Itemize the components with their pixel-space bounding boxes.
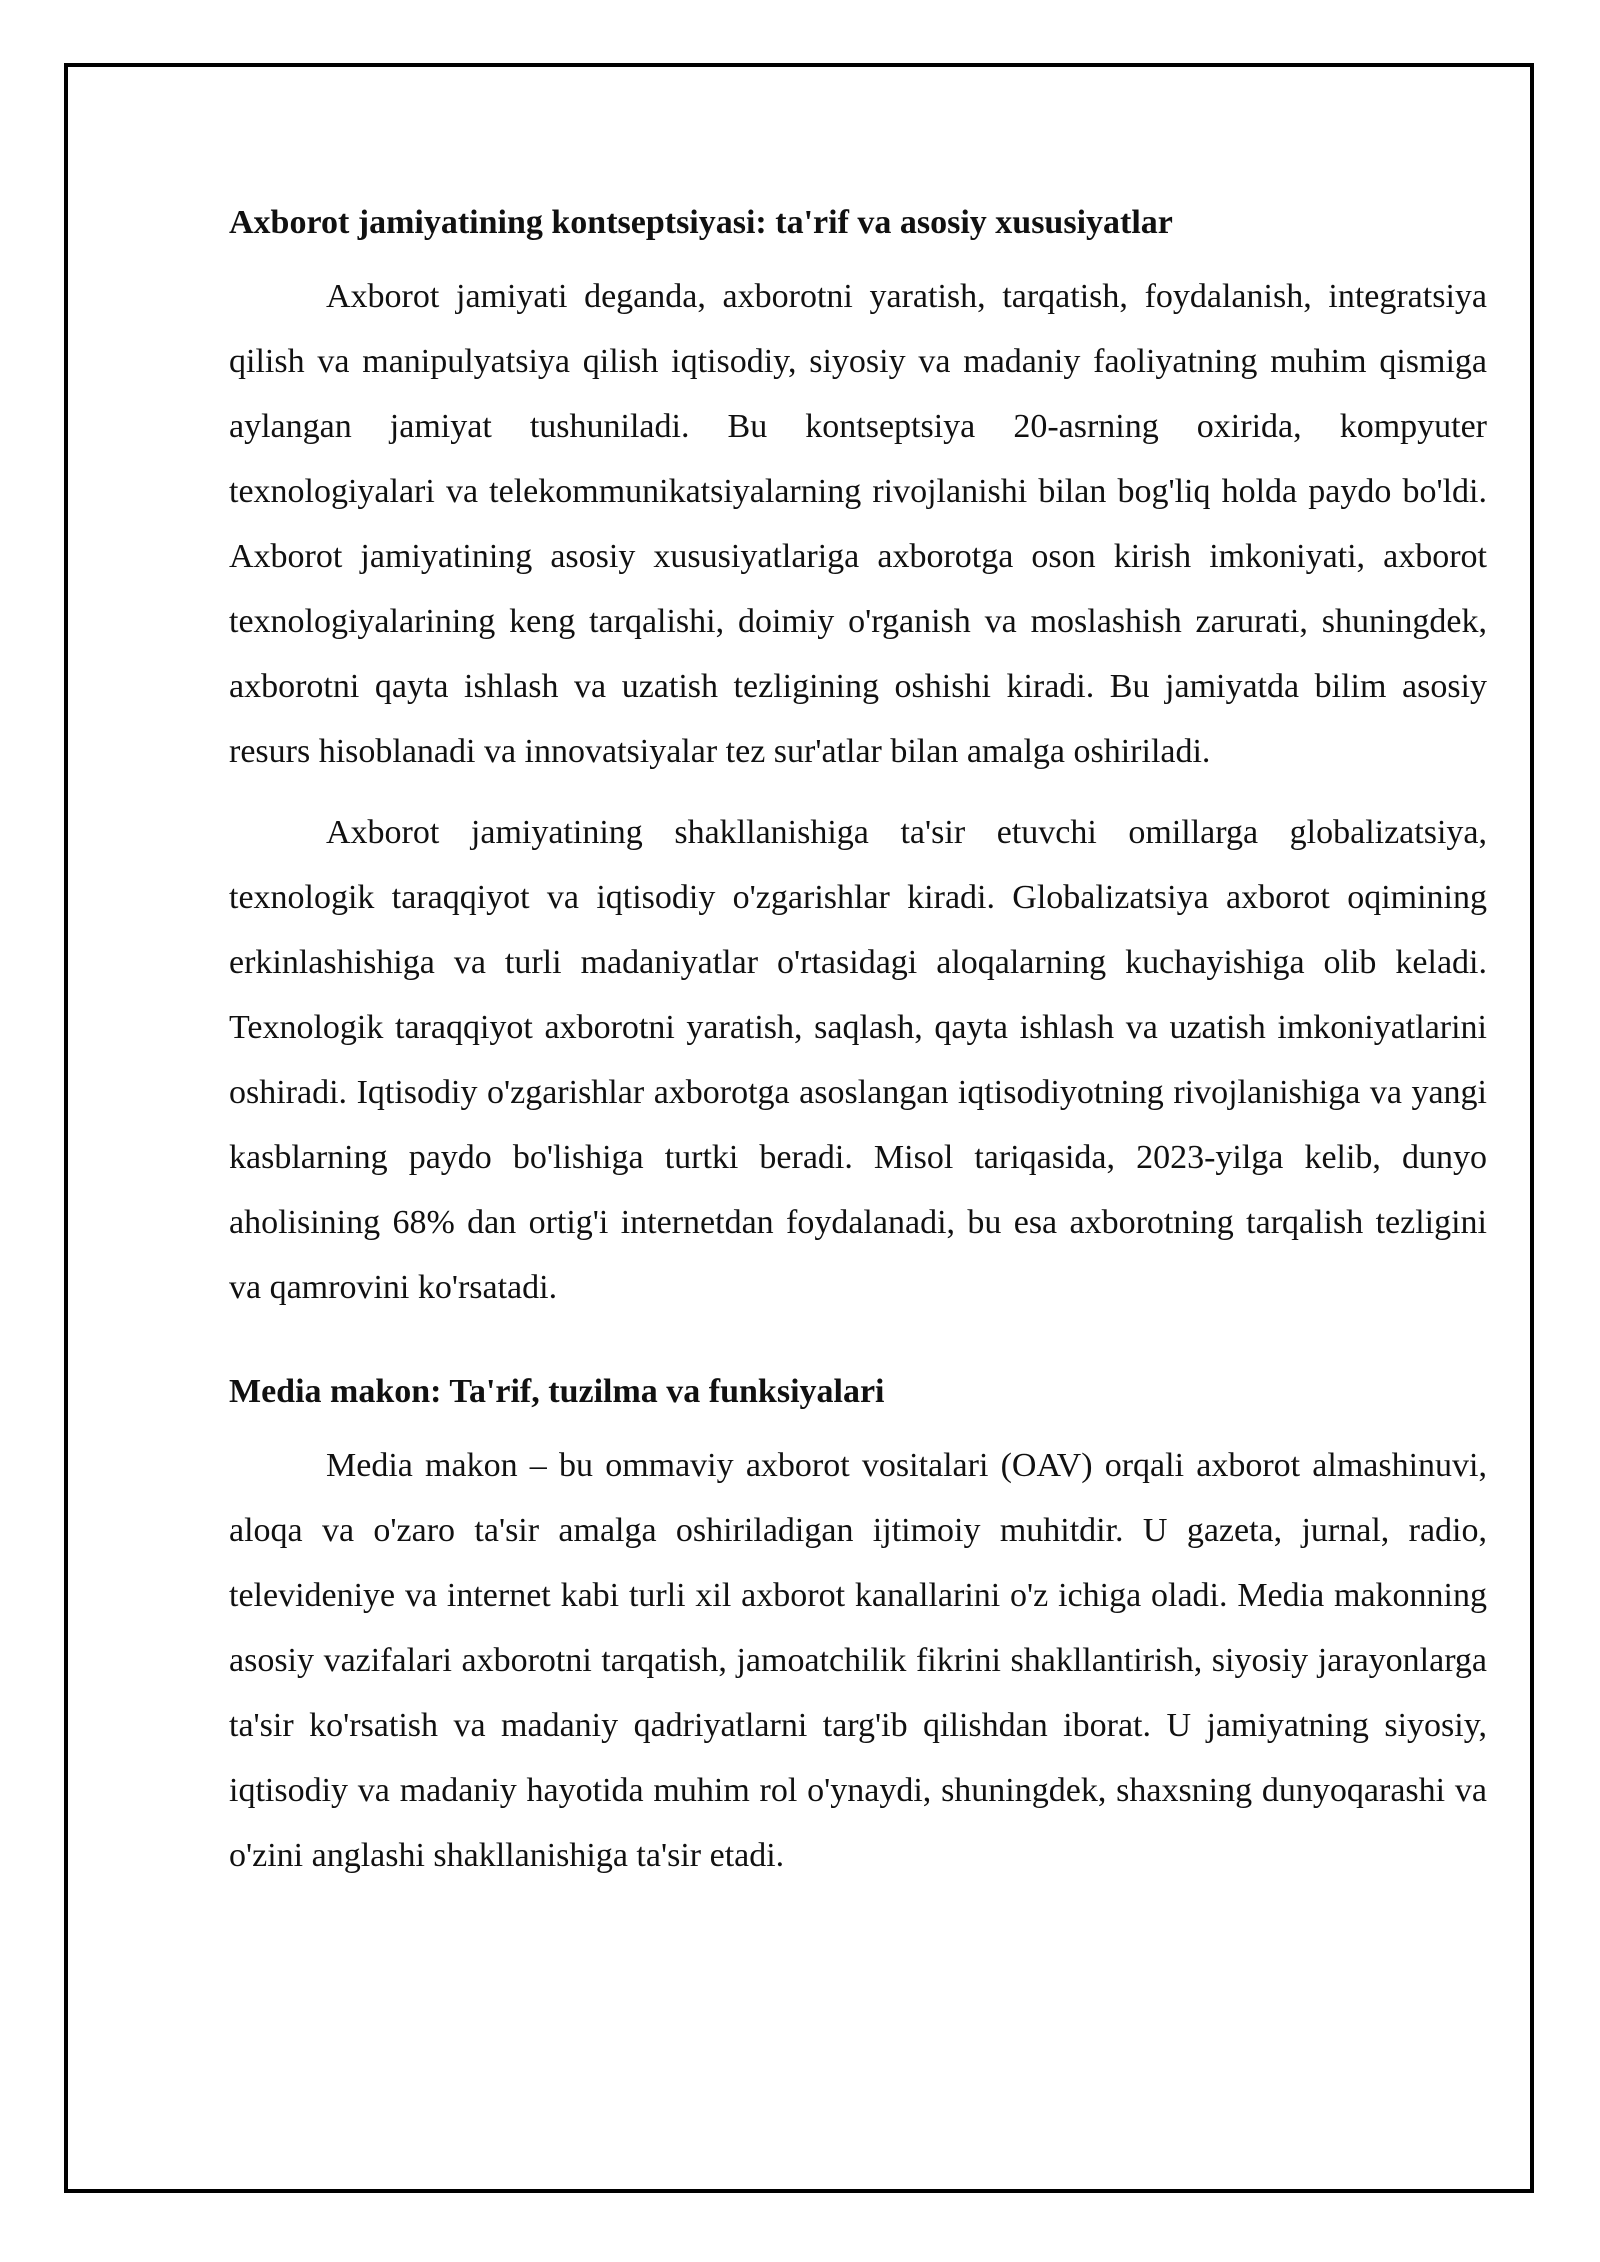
paragraph-information-society-definition: Axborot jamiyati deganda, axborotni yaratish, tarqatish, foydalanish, integratsiya qilish va manipulyatsiya qilish iqtisodiy, siyosiy va madaniy faoliyatning muhim qismiga aylangan jamiyat tushuniladi. Bu kontseptsiya 20-asrning oxirida, kompyuter texnologiyalari va telekommunikatsiyalarning rivojlanishi bilan bog'liq holda paydo bo'ldi. Axborot jamiyatining asosiy xususiyatlariga axborotga oson kirish imkoniyati, axborot texnologiyalarining keng tarqalishi, doimiy o'rganish va moslashish zarurati, shuningdek, axborotni qayta ishlash va uzatish tezligining oshishi kiradi. Bu jamiyatda bilim asosiy resurs hisoblanadi va innovatsiyalar tez sur'atlar bilan amalga oshiriladi. xyxy=(229,278,1487,770)
section-heading-information-society: Axborot jamiyatining kontseptsiyasi: ta'rif va asosiy xususiyatlar xyxy=(229,204,1173,241)
document-body xyxy=(229,196,1487,1888)
paragraph-information-society-factors: Axborot jamiyatining shakllanishiga ta'sir etuvchi omillarga globalizatsiya, texnologik taraqqiyot va iqtisodiy o'zgarishlar kiradi. Globalizatsiya axborot oqimining erkinlashishiga va turli madaniyatlar o'rtasidagi aloqalarning kuchayishiga olib keladi. Texnologik taraqqiyot axborotni yaratish, saqlash, qayta ishlash va uzatish imkoniyatlarini oshiradi. Iqtisodiy o'zgarishlar axborotga asoslangan iqtisodiyotning rivojlanishiga va yangi kasblarning paydo bo'lishiga turtki beradi. Misol tariqasida, 2023-yilga kelib, dunyo aholisining 68% dan ortig'i internetdan foydalanadi, bu esa axborotning tarqalish tezligini va qamrovini ko'rsatadi. xyxy=(229,814,1487,1306)
section-heading-media-space: Media makon: Ta'rif, tuzilma va funksiyalari xyxy=(229,1373,885,1410)
paragraph-media-space-definition: Media makon – bu ommaviy axborot vositalari (OAV) orqali axborot almashinuvi, aloqa va o'zaro ta'sir amalga oshiriladigan ijtimoiy muhitdir. U gazeta, jurnal, radio, televideniye va internet kabi turli xil axborot kanallarini o'z ichiga oladi. Media makonning asosiy vazifalari axborotni tarqatish, jamoatchilik fikrini shakllantirish, siyosiy jarayonlarga ta'sir ko'rsatish va madaniy qadriyatlarni targ'ib qilishdan iborat. U jamiyatning siyosiy, iqtisodiy va madaniy hayotida muhim rol o'ynaydi, shuningdek, shaxsning dunyoqarashi va o'zini anglashi shakllanishiga ta'sir etadi. xyxy=(229,1447,1487,1874)
